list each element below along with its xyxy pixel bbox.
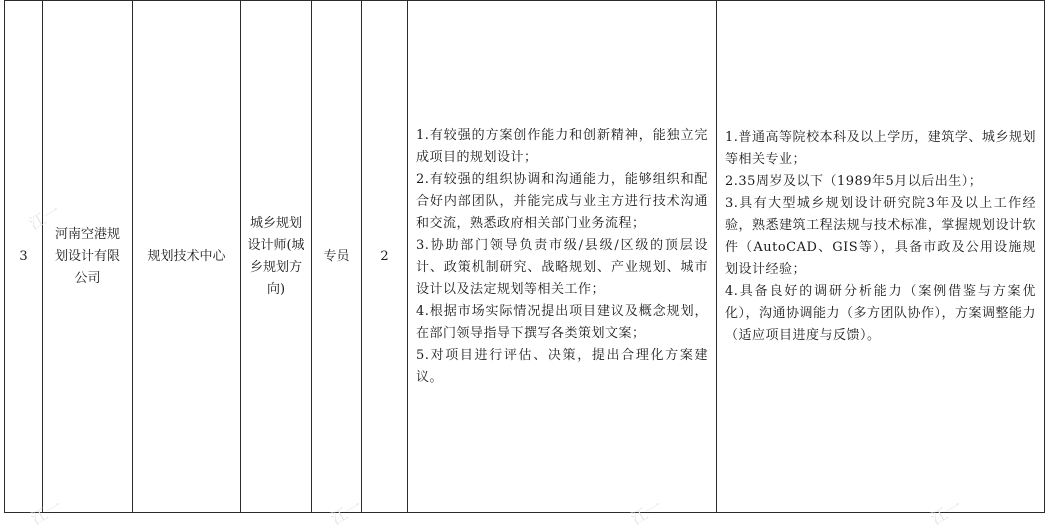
duties-cell [408, 1, 717, 513]
requirements-list [725, 127, 1036, 347]
watermark-text: 江一 [627, 496, 666, 529]
category-cell: 专员 [312, 1, 362, 513]
duty-item: 3.协助部门领导负责市级/县级/区级的顶层设计、政策机制研究、战略规划、产业规划、城市设计以及法定规划等相关工作； [416, 237, 708, 297]
watermark-text: 江一 [327, 496, 366, 529]
table-row [5, 1, 1045, 513]
recruitment-table [4, 0, 1045, 513]
requirement-item: 3.具有大型城乡规划设计研究院3年及以上工作经验，熟悉建筑工程法规与技术标准，掌握规划设计软件（AutoCAD、GIS等），具备市政及公用设施规划设计经验； [725, 195, 1036, 277]
duty-item: 2.有较强的组织协调和沟通能力，能够组织和配合好内部团队，并能完成与业主方进行技术沟通和交流，熟悉政府相关部门业务流程； [416, 171, 708, 231]
duty-item: 4.根据市场实际情况提出项目建议及概念规划，在部门领导指导下撰写各类策划文案； [416, 303, 708, 341]
watermark-text: 江一 [927, 496, 966, 529]
duty-item: 5.对项目进行评估、决策，提出合理化方案建议。 [416, 347, 708, 385]
position-name: 城乡规划设计师(城乡规划方向) [247, 215, 305, 297]
department-cell: 规划技术中心 [133, 1, 241, 513]
index-cell: 3 [5, 1, 43, 513]
duty-item: 1.有较强的方案创作能力和创新精神，能独立完成项目的规划设计； [416, 127, 708, 165]
requirement-item: 1.普通高等院校本科及以上学历，建筑学、城乡规划等相关专业； [725, 129, 1036, 167]
count-cell: 2 [362, 1, 408, 513]
requirements-cell [717, 1, 1045, 513]
unit-name: 河南空港规划设计有限公司 [54, 226, 120, 286]
watermark-text: 江一 [27, 496, 66, 529]
requirement-item: 4.具备良好的调研分析能力（案例借鉴与方案优化），沟通协调能力（多方团队协作），方案调整能力（适应项目进度与反馈）。 [725, 283, 1037, 343]
duties-list [416, 125, 708, 389]
watermark-text: 江一 [25, 201, 64, 234]
requirement-item: 2.35周岁及以下（1989年5月以后出生）； [725, 173, 983, 189]
